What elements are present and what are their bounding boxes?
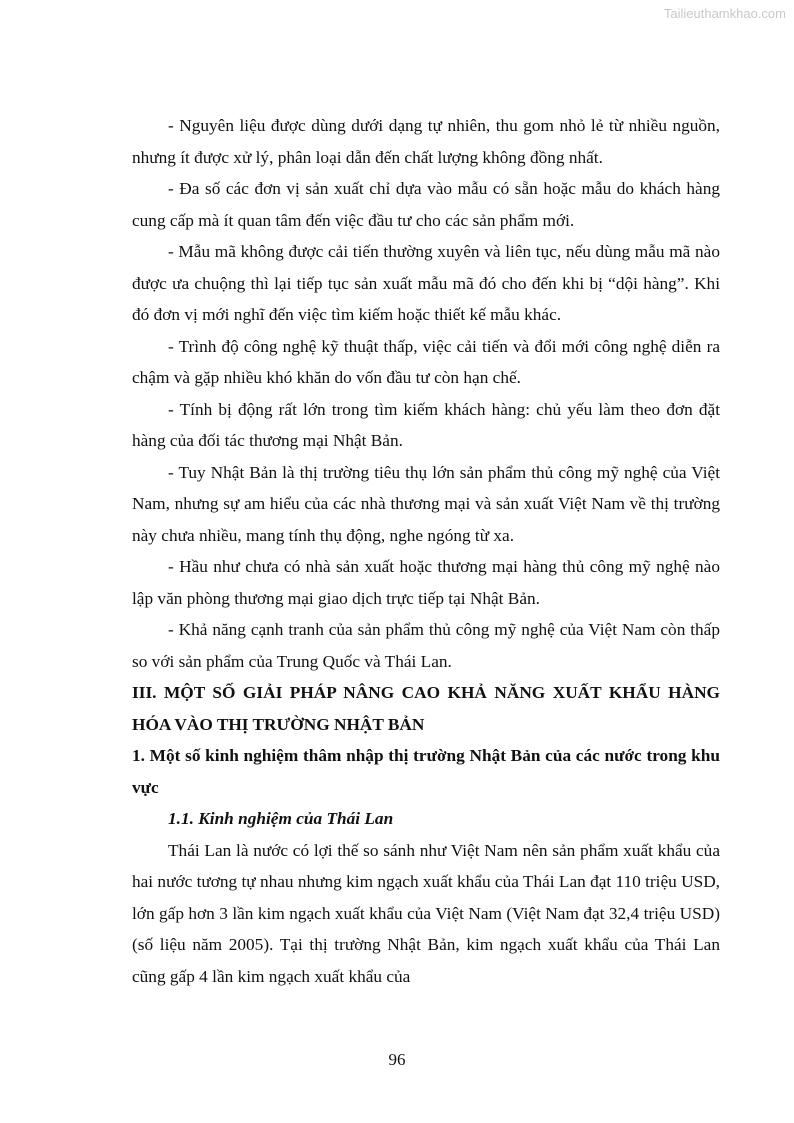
bullet-paragraph: - Mẫu mã không được cải tiến thường xuyên và liên tục, nếu dùng mẫu mã nào được ưa chuộng thì lại tiếp tục sản xuất mẫu mã đó cho đến khi bị “dội hàng”. Khi đó đơn vị mới nghĩ đến việc tìm kiếm hoặc thiết kế mẫu khác.	[132, 242, 720, 324]
subsubsection-heading: 1.1. Kinh nghiệm của Thái Lan	[168, 809, 394, 828]
page-content	[132, 110, 720, 992]
bullet-paragraph: - Hầu như chưa có nhà sản xuất hoặc thương mại hàng thủ công mỹ nghệ nào lập văn phòng thương mại giao dịch trực tiếp tại Nhật Bản.	[132, 557, 720, 608]
bullet-paragraph: - Khả năng cạnh tranh của sản phẩm thủ công mỹ nghệ của Việt Nam còn thấp so với sản phẩm của Trung Quốc và Thái Lan.	[132, 620, 720, 671]
section-heading: III. MỘT SỐ GIẢI PHÁP NÂNG CAO KHẢ NĂNG XUẤT KHẨU HÀNG HÓA VÀO THỊ TRƯỜNG NHẬT BẢN	[132, 683, 720, 734]
bullet-paragraph: - Đa số các đơn vị sản xuất chỉ dựa vào mẫu có sẵn hoặc mẫu do khách hàng cung cấp mà ít quan tâm đến việc đầu tư cho các sản phẩm mới.	[132, 179, 720, 230]
page-number: 96	[388, 1050, 406, 1069]
body-paragraph: Thái Lan là nước có lợi thế so sánh như Việt Nam nên sản phẩm xuất khẩu của hai nước tương tự nhau nhưng kim ngạch xuất khẩu của Thái Lan đạt 110 triệu USD, lớn gấp hơn 3 lần kim ngạch xuất khẩu của Việt Nam (Việt Nam đạt 32,4 triệu USD) (số liệu năm 2005). Tại thị trường Nhật Bản, kim ngạch xuất khẩu của Thái Lan cũng gấp 4 lần kim ngạch xuất khẩu của	[132, 840, 720, 986]
bullet-paragraph: - Trình độ công nghệ kỹ thuật thấp, việc cải tiến và đổi mới công nghệ diễn ra chậm và gặp nhiều khó khăn do vốn đầu tư còn hạn chế.	[132, 336, 720, 387]
bullet-paragraph: - Tuy Nhật Bản là thị trường tiêu thụ lớn sản phẩm thủ công mỹ nghệ của Việt Nam, nhưng sự am hiểu của các nhà thương mại và sản xuất Việt Nam về thị trường này chưa nhiều, mang tính thụ động, nghe ngóng từ xa.	[132, 462, 720, 545]
bullet-paragraph: - Nguyên liệu được dùng dưới dạng tự nhiên, thu gom nhỏ lẻ từ nhiều nguồn, nhưng ít được xử lý, phân loại dẫn đến chất lượng không đồng nhất.	[132, 116, 720, 167]
subsection-heading: 1. Một số kinh nghiệm thâm nhập thị trường Nhật Bản của các nước trong khu vực	[132, 746, 720, 797]
watermark: Tailieuthamkhao.com	[663, 6, 786, 21]
bullet-paragraph: - Tính bị động rất lớn trong tìm kiếm khách hàng: chủ yếu làm theo đơn đặt hàng của đối tác thương mại Nhật Bản.	[132, 399, 720, 450]
